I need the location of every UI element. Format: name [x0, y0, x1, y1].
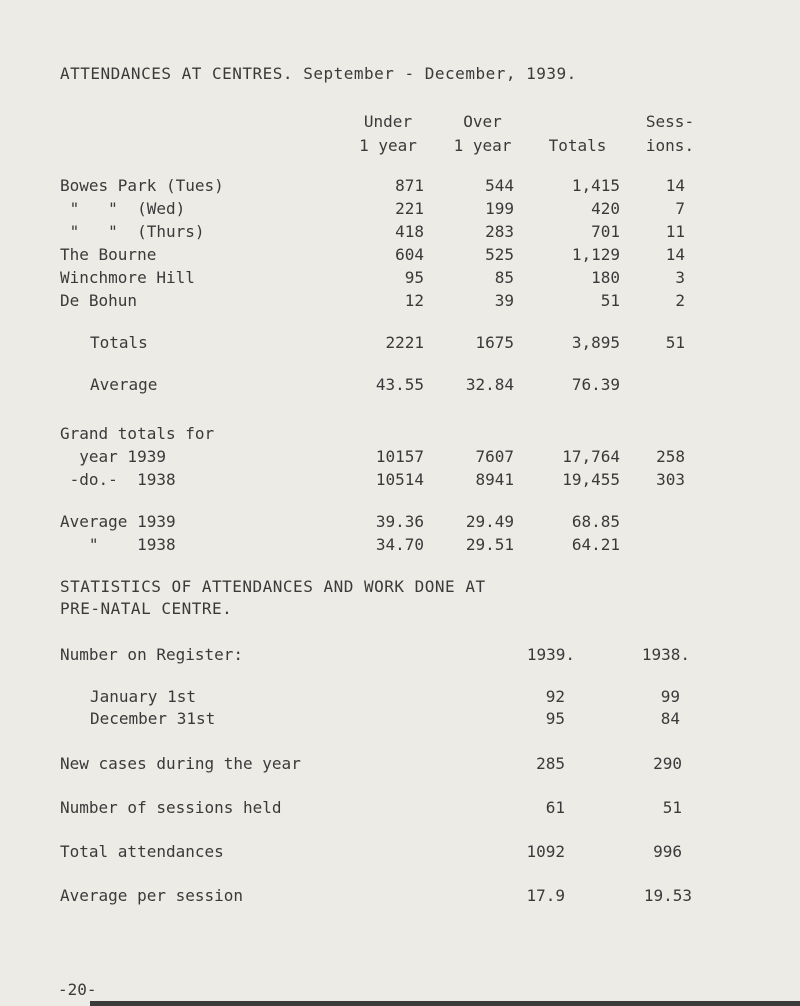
row-label: -do.- 1938 [60, 470, 176, 489]
grand-total-row [0, 447, 800, 469]
stats-row [0, 798, 800, 820]
register-label: Number on Register: [60, 645, 244, 664]
value-1939: 1092 [526, 842, 565, 861]
grand-total-row [0, 470, 800, 492]
row-label: " 1938 [60, 535, 176, 554]
over-cell: 283 [485, 222, 514, 241]
total-cell: 3,895 [571, 333, 620, 352]
row-label: " " (Thurs) [60, 222, 205, 241]
over-cell: 39 [494, 291, 514, 310]
value-1938: 99 [660, 687, 680, 706]
row-label: Average 1939 [60, 512, 176, 531]
table-row [0, 222, 800, 244]
section-title-line2: PRE-NATAL CENTRE. [60, 599, 233, 618]
total-cell: 51 [600, 291, 620, 310]
row-label: Total attendances [60, 842, 224, 861]
total-cell: 701 [591, 222, 620, 241]
stats-row [0, 754, 800, 776]
section-title-line1: STATISTICS OF ATTENDANCES AND WORK DONE AT [60, 577, 486, 596]
under-cell: 2221 [385, 333, 424, 352]
value-1938: 996 [653, 842, 682, 861]
total-cell: 68.85 [571, 512, 620, 531]
over-cell: 32.84 [465, 375, 514, 394]
register-row [0, 687, 800, 709]
average-row [0, 375, 800, 397]
under-cell: 95 [404, 268, 424, 287]
row-label: New cases during the year [60, 754, 301, 773]
row-label: December 31st [90, 709, 216, 728]
total-cell: 76.39 [571, 375, 620, 394]
under-cell: 43.55 [375, 375, 424, 394]
row-label: Average per session [60, 886, 244, 905]
sessions-cell: 14 [665, 245, 685, 264]
table-row [0, 199, 800, 221]
under-cell: 10157 [375, 447, 424, 466]
total-cell: 64.21 [571, 535, 620, 554]
col-header-under-line1: Under [363, 112, 413, 131]
sessions-cell: 11 [665, 222, 685, 241]
total-cell: 1,415 [571, 176, 620, 195]
value-1939: 92 [545, 687, 565, 706]
average-year-row [0, 512, 800, 534]
register-header-row [0, 645, 800, 667]
sessions-cell: 303 [656, 470, 685, 489]
row-label: De Bohun [60, 291, 138, 310]
row-label: Bowes Park (Tues) [60, 176, 224, 195]
row-label: Number of sessions held [60, 798, 282, 817]
over-cell: 29.49 [465, 512, 514, 531]
value-1939: 61 [545, 798, 565, 817]
row-label: year 1939 [60, 447, 166, 466]
sessions-cell: 7 [675, 199, 685, 218]
stats-row [0, 886, 800, 908]
under-cell: 10514 [375, 470, 424, 489]
under-cell: 418 [395, 222, 424, 241]
over-cell: 1675 [475, 333, 514, 352]
under-cell: 12 [404, 291, 424, 310]
sessions-cell: 51 [665, 333, 685, 352]
value-1938: 51 [662, 798, 682, 817]
grand-totals-heading-row [0, 424, 800, 446]
col-header-over [435, 110, 530, 158]
total-cell: 180 [591, 268, 620, 287]
totals-row [0, 333, 800, 355]
total-cell: 17,764 [562, 447, 620, 466]
row-label: " " (Wed) [60, 199, 186, 218]
total-cell: 1,129 [571, 245, 620, 264]
sessions-cell: 2 [675, 291, 685, 310]
col-header-totals: Totals [548, 136, 607, 155]
row-label: Winchmore Hill [60, 268, 195, 287]
col-header-sessions-line1: Sess- [645, 112, 695, 131]
total-cell: 420 [591, 199, 620, 218]
under-cell: 604 [395, 245, 424, 264]
table-row [0, 245, 800, 267]
under-cell: 871 [395, 176, 424, 195]
average-year-row [0, 535, 800, 557]
page-title: ATTENDANCES AT CENTRES. September - December, 1939. [60, 64, 577, 83]
stats-row [0, 842, 800, 864]
value-1938: 84 [660, 709, 680, 728]
year-1939-header: 1939. [526, 645, 575, 664]
value-1939: 285 [536, 754, 565, 773]
value-1938: 19.53 [643, 886, 692, 905]
value-1939: 17.9 [526, 886, 565, 905]
row-label: January 1st [90, 687, 196, 706]
grand-totals-label: Grand totals for [60, 424, 215, 443]
year-1938-header: 1938. [641, 645, 690, 664]
over-cell: 199 [485, 199, 514, 218]
over-cell: 7607 [475, 447, 514, 466]
col-header-over-line1: Over [463, 112, 502, 131]
under-cell: 221 [395, 199, 424, 218]
table-row [0, 268, 800, 290]
over-cell: 544 [485, 176, 514, 195]
page-number: -20- [58, 980, 97, 999]
value-1939: 95 [545, 709, 565, 728]
under-cell: 34.70 [375, 535, 424, 554]
register-row [0, 709, 800, 731]
total-cell: 19,455 [562, 470, 620, 489]
under-cell: 39.36 [375, 512, 424, 531]
over-cell: 29.51 [465, 535, 514, 554]
table-row [0, 176, 800, 198]
sessions-cell: 3 [675, 268, 685, 287]
over-cell: 525 [485, 245, 514, 264]
sessions-cell: 258 [656, 447, 685, 466]
bottom-edge-bar [90, 1001, 800, 1006]
col-header-under-line2: 1 year [359, 136, 417, 155]
over-cell: 85 [494, 268, 514, 287]
col-header-sessions [625, 110, 715, 158]
col-header-under [343, 110, 433, 158]
value-1938: 290 [653, 754, 682, 773]
average-label: Average [90, 375, 158, 394]
over-cell: 8941 [475, 470, 514, 489]
sessions-cell: 14 [665, 176, 685, 195]
col-header-sessions-line2: ions. [645, 136, 695, 155]
col-header-over-line2: 1 year [453, 136, 512, 155]
row-label: The Bourne [60, 245, 157, 264]
table-row [0, 291, 800, 313]
totals-label: Totals [90, 333, 148, 352]
